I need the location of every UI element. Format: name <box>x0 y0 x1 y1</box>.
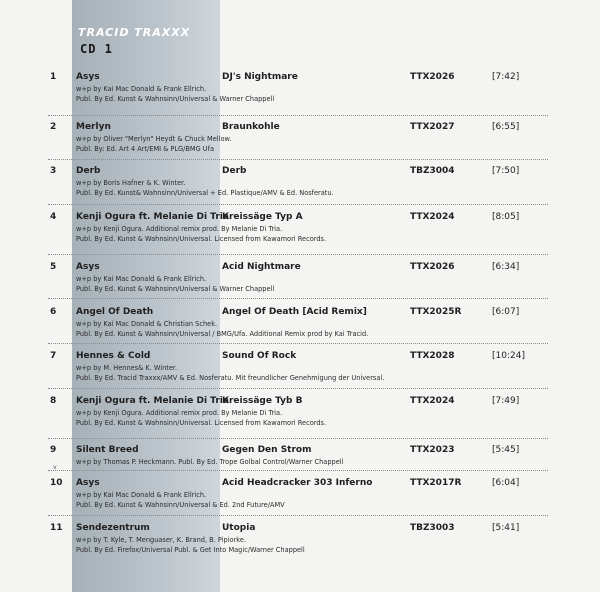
track-number: 10 <box>50 478 63 488</box>
track-credits-line-2: Publ. By Ed. Tracid Traxxx/AMV & Ed. Nosferatu. Mit freundlicher Genehmigung der Universal. <box>76 374 385 382</box>
track-number: 11 <box>50 523 63 533</box>
track-credits-line-2: Publ. By Ed. Kunst & Wahnsinn/Universal & Warner Chappell <box>76 95 275 103</box>
track-credits-line-2: Publ. By Ed. Kunst & Wahnsinn/Universal & Warner Chappell <box>76 285 275 293</box>
track-artist: Merlyn <box>76 122 111 132</box>
track-catalog-number: TTX2024 <box>410 396 455 406</box>
track-separator <box>48 388 548 389</box>
track-duration: [5:41] <box>492 523 520 533</box>
track-catalog-number: TTX2017R <box>410 478 462 488</box>
track-separator <box>48 298 548 299</box>
track-title: Gegen Den Strom <box>222 445 312 455</box>
track-duration: [6:55] <box>492 122 520 132</box>
track-duration: [7:42] <box>492 72 520 82</box>
track-title: Acid Nightmare <box>222 262 301 272</box>
track-credits-line-1: w+p by Kai Mac Donald & Frank Ellrich. <box>76 275 207 283</box>
track-duration: [5:45] <box>492 445 520 455</box>
track-catalog-number: TTX2028 <box>410 351 455 361</box>
track-credits-line-2: Publ. By Ed. Kunst & Wahnsinn/Universal / BMG/Ufa. Additional Remix prod by Kai Tracid. <box>76 330 369 338</box>
track-credits-line-2: Publ. By Ed. Kunst& Wahnsinn/Universal + Ed. Plastique/AMV & Ed. Nosferatu. <box>76 189 334 197</box>
track-credits-line-1: w+p by Thomas P. Heckmann. Publ. By Ed. Trope Golbal Control/Warner Chappell <box>76 458 344 466</box>
track-artist: Asys <box>76 262 100 272</box>
track-catalog-number: TBZ3004 <box>410 166 455 176</box>
track-artist: Kenji Ogura ft. Melanie Di Tria <box>76 212 229 222</box>
track-duration: [6:07] <box>492 307 520 317</box>
track-number: 6 <box>50 307 57 317</box>
track-title: Derb <box>222 166 247 176</box>
track-separator <box>48 115 548 116</box>
track-duration: [6:34] <box>492 262 520 272</box>
track-duration: [6:04] <box>492 478 520 488</box>
track-artist: Silent Breed <box>76 445 139 455</box>
track-separator <box>48 438 548 439</box>
track-separator <box>48 515 548 516</box>
track-separator <box>48 470 548 471</box>
track-credits-line-1: w+p by Kenji Ogura. Additional remix prod. By Melanie Di Tria. <box>76 409 283 417</box>
track-number: 4 <box>50 212 57 222</box>
track-duration: [7:50] <box>492 166 520 176</box>
track-duration: [7:49] <box>492 396 520 406</box>
track-title: Acid Headcracker 303 Inferno <box>222 478 373 488</box>
track-title: Kreissäge Tyb B <box>222 396 303 406</box>
track-catalog-number: TTX2025R <box>410 307 462 317</box>
track-title: Angel Of Death [Acid Remix] <box>222 307 367 317</box>
track-number: 7 <box>50 351 57 361</box>
track-artist: Angel Of Death <box>76 307 154 317</box>
track-credits-line-2: Publ. By Ed. Kunst & Wahnsinn/Universal & Ed. 2nd Future/AMV <box>76 501 285 509</box>
track-separator <box>48 254 548 255</box>
track-artist: Kenji Ogura ft. Melanie Di Tria <box>76 396 229 406</box>
track-catalog-number: TTX2024 <box>410 212 455 222</box>
track-credits-line-1: w+p by Kai Mac Donald & Christian Schek. <box>76 320 218 328</box>
track-credits-line-2: Publ. By: Ed. Art 4 Art/EMI & PLG/BMG Ufa <box>76 145 214 153</box>
track-duration: [8:05] <box>492 212 520 222</box>
track-credits-line-1: w+p by Kai Mac Donald & Frank Ellrich. <box>76 491 207 499</box>
track-title: Utopia <box>222 523 256 533</box>
track-separator <box>48 204 548 205</box>
track-artist: Asys <box>76 478 100 488</box>
disc-label: CD 1 <box>80 42 113 56</box>
track-duration: [10:24] <box>492 351 525 361</box>
track-number: 5 <box>50 262 57 272</box>
track-credits-line-1: w+p by Boris Hafner & K. Winter. <box>76 179 186 187</box>
track-credits-line-1: w+p by Kai Mac Donald & Frank Ellrich. <box>76 85 207 93</box>
track-catalog-number: TTX2026 <box>410 262 455 272</box>
track-credits-line-2: Publ. By Ed. Kunst & Wahnsinn/Universal. Licensed from Kawamori Records. <box>76 419 327 427</box>
track-title: Braunkohle <box>222 122 280 132</box>
track-credits-line-2: Publ. By Ed. Firefox/Universal Publ. & Get Into Magic/Warner Chappell <box>76 546 305 554</box>
track-title: DJ's Nightmare <box>222 72 298 82</box>
track-catalog-number: TTX2027 <box>410 122 455 132</box>
track-title: Sound Of Rock <box>222 351 297 361</box>
track-artist: Derb <box>76 166 101 176</box>
series-title: TRACID TRAXXX <box>78 26 191 39</box>
track-number: 8 <box>50 396 57 406</box>
track-number: 3 <box>50 166 57 176</box>
track-number: 9 <box>50 445 57 455</box>
track-title: Kreissäge Typ A <box>222 212 303 222</box>
track-catalog-number: TTX2023 <box>410 445 455 455</box>
track-separator <box>48 159 548 160</box>
track-credits-line-1: w+p by M. Hennes& K. Winter. <box>76 364 178 372</box>
track-artist: Hennes & Cold <box>76 351 151 361</box>
track-credits-line-1: w+p by Kenji Ogura. Additional remix prod. By Melanie Di Tria. <box>76 225 283 233</box>
track-credits-line-2: Publ. By Ed. Kunst & Wahnsinn/Universal. Licensed from Kawamori Records. <box>76 235 327 243</box>
track-credits-line-1: w+p by T. Kyle, T. Menguaser, K. Brand, B. Pipiorke. <box>76 536 247 544</box>
track-number: 2 <box>50 122 57 132</box>
track-catalog-number: TTX2026 <box>410 72 455 82</box>
track-artist: Asys <box>76 72 100 82</box>
track-artist: Sendezentrum <box>76 523 150 533</box>
track-number: 1 <box>50 72 57 82</box>
track-separator <box>48 343 548 344</box>
track-catalog-number: TBZ3003 <box>410 523 455 533</box>
track-credits-line-1: w+p by Oliver "Merlyn" Heydt & Chuck Mellow. <box>76 135 232 143</box>
margin-mark: v <box>53 464 57 471</box>
